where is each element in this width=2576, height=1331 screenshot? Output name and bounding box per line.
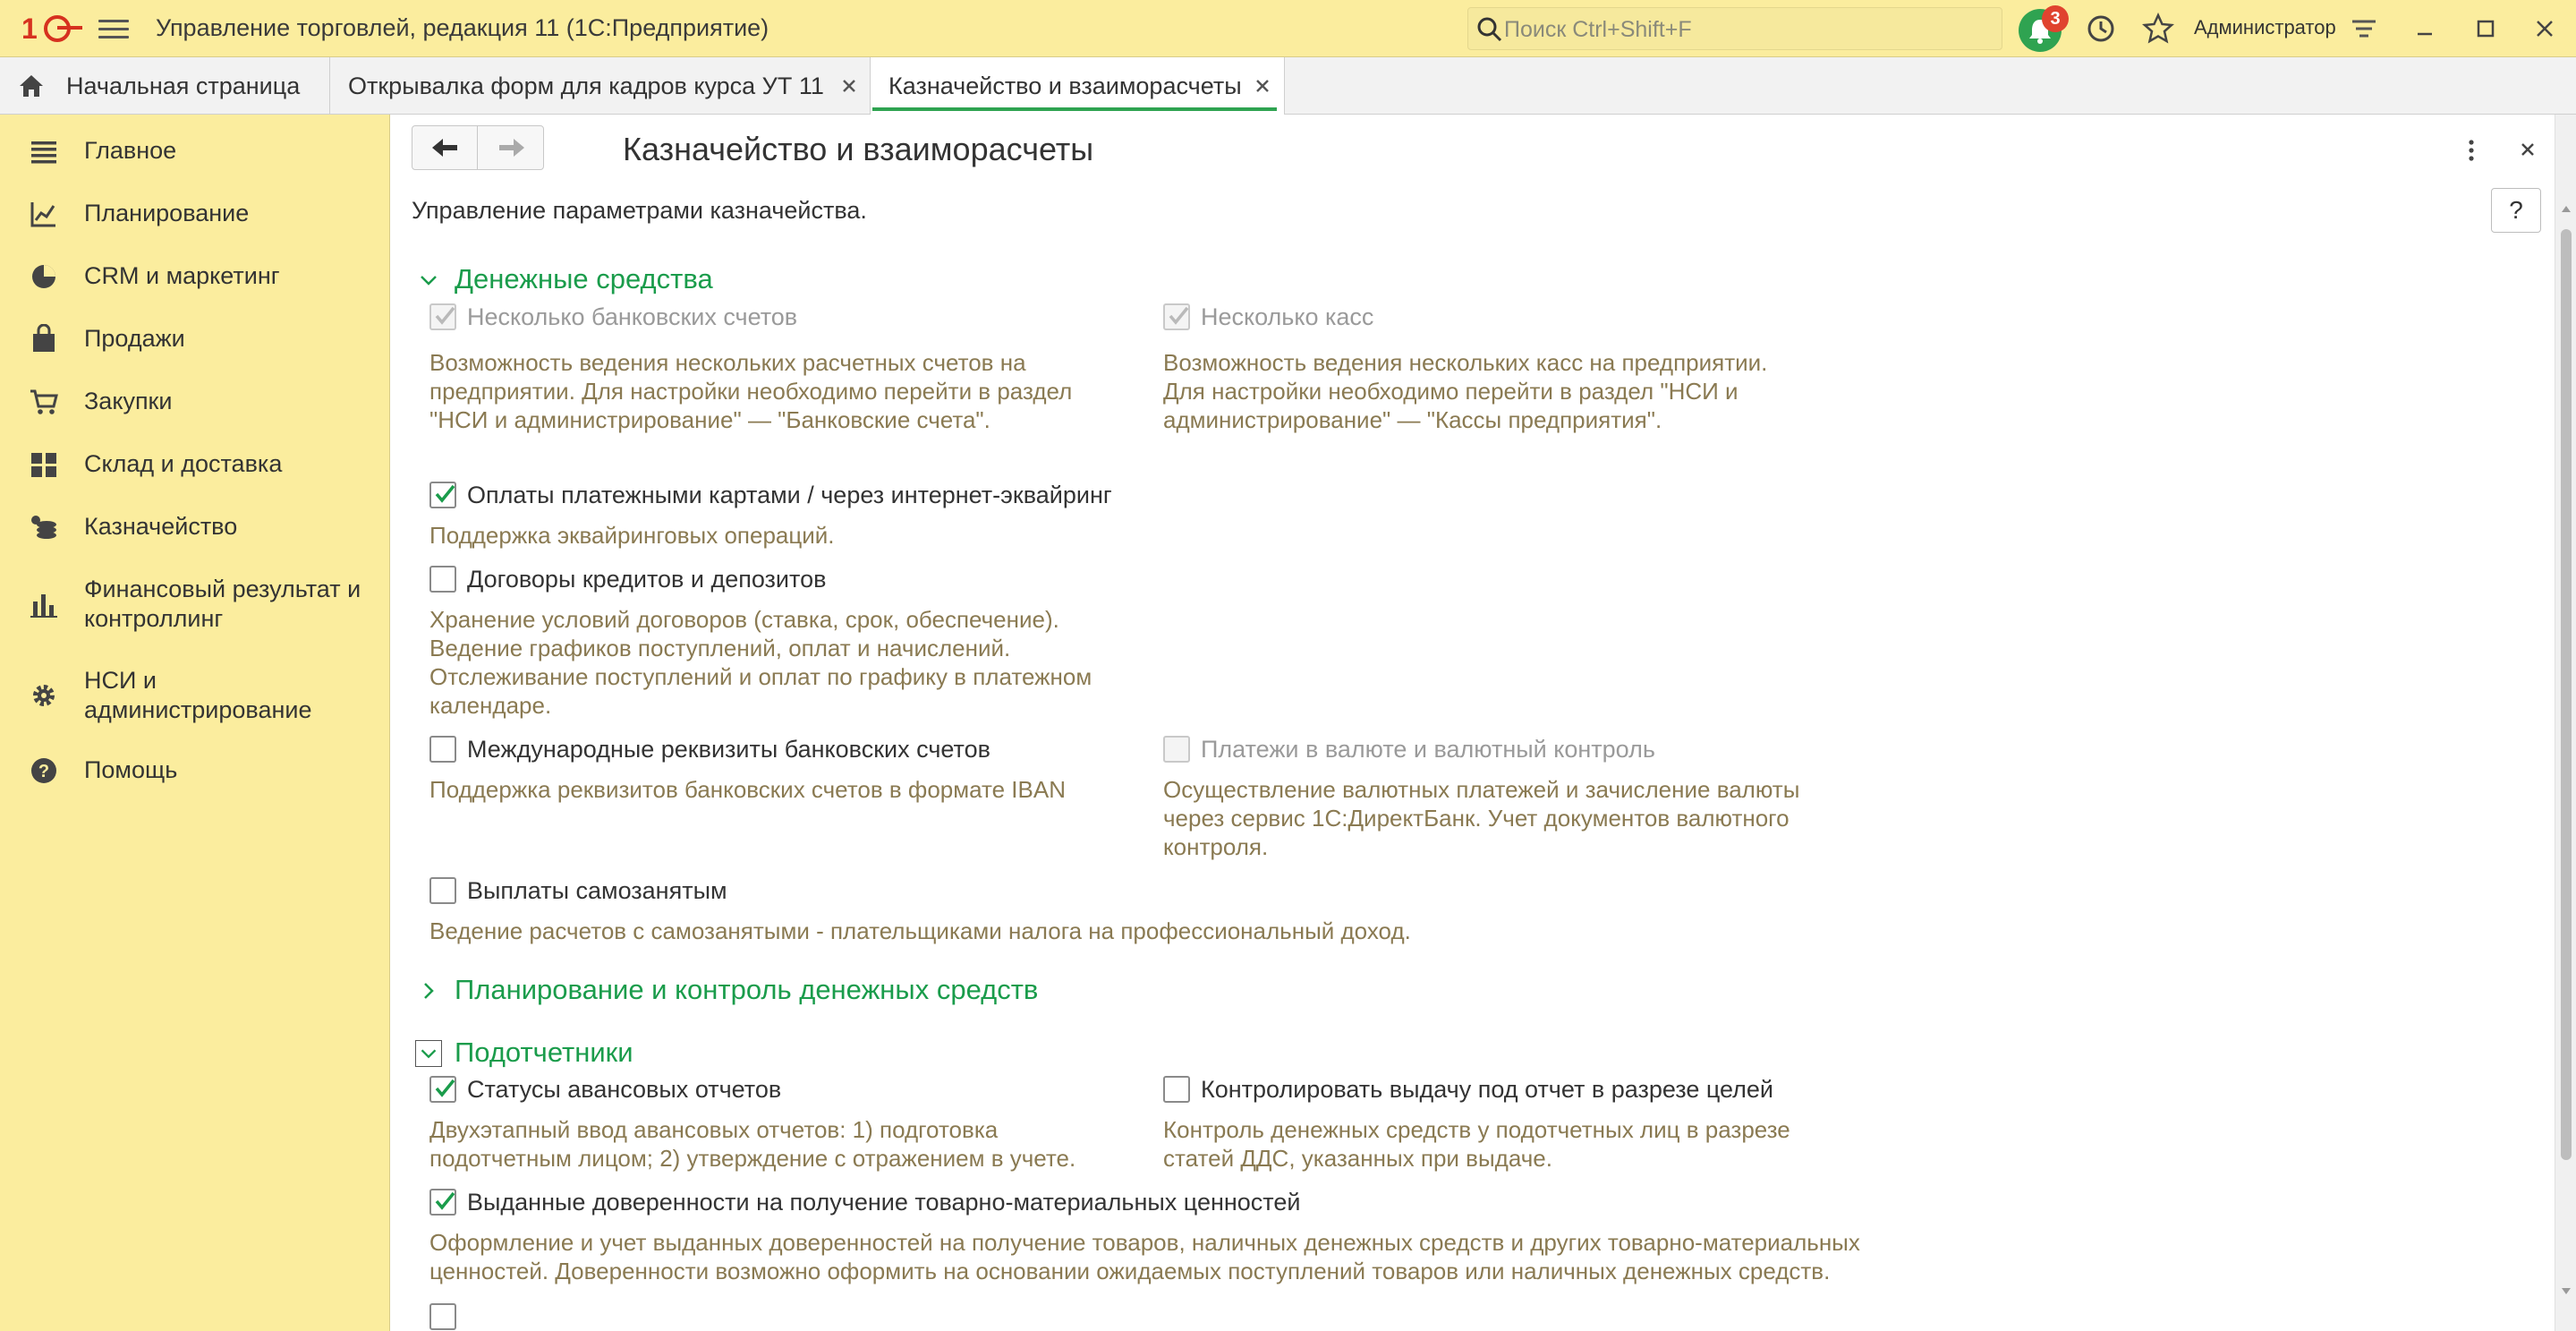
active-tab-indicator (872, 107, 1277, 111)
scroll-up-icon[interactable] (2559, 202, 2573, 217)
chevron-down-icon (417, 269, 440, 292)
bag-icon (29, 324, 59, 354)
option-label: Несколько банковских счетов (467, 303, 798, 330)
sidebar-item-treasury[interactable] (0, 507, 390, 550)
sidebar-item-label: Закупки (84, 388, 173, 414)
sidebar-item-help[interactable] (0, 750, 390, 793)
sidebar-item-warehouse[interactable] (0, 444, 390, 487)
option-desc-line: Для настройки необходимо перейти в раздел "НСИ и (1163, 378, 1739, 405)
option-desc-line: Ведение расчетов с самозанятыми - плательщиками налога на профессиональный доход. (429, 917, 1411, 944)
history-icon[interactable] (2085, 13, 2117, 45)
sidebar-item-main[interactable] (0, 131, 390, 174)
option-desc-line: Поддержка реквизитов банковских счетов в формате IBAN (429, 776, 1066, 803)
help-icon (29, 755, 59, 786)
crm-icon (29, 261, 59, 292)
sidebar-item-admin[interactable] (0, 661, 390, 732)
sidebar-item-label: Планирование (84, 200, 250, 226)
section-title: Планирование и контроль денежных средств (455, 974, 1039, 1005)
multi-cash-checkbox[interactable] (1163, 303, 1190, 330)
cart-icon (29, 387, 59, 417)
maximize-icon[interactable] (2470, 13, 2502, 45)
navigation-buttons (412, 125, 544, 170)
back-button[interactable] (412, 126, 478, 169)
form-description: Управление параметрами казначейства. (412, 197, 867, 224)
option-label: Оплаты платежными картами / через интернет-эквайринг (467, 482, 1112, 508)
checkmark-icon (432, 1073, 457, 1102)
warehouse-icon (29, 449, 59, 480)
search-placeholder: Поиск Ctrl+Shift+F (1504, 17, 1692, 42)
checkmark-icon (432, 479, 457, 508)
option-desc-line: Ведение графиков поступлений, оплат и начислений. (429, 635, 1011, 661)
option-desc-line: Оформление и учет выданных доверенностей на получение товаров, наличных денежных средств и других товарно-материальных (429, 1229, 1860, 1256)
option-label: Несколько касс (1201, 303, 1374, 330)
home-icon (18, 73, 45, 98)
app-title: Управление торговлей, редакция 11 (1С:Предприятие) (156, 14, 769, 41)
option-desc-line: Контроль денежных средств у подотчетных лиц в разрезе (1163, 1116, 1790, 1143)
user-name[interactable]: Администратор (2194, 16, 2336, 38)
option-desc-line: предприятии. Для настройки необходимо перейти в раздел (429, 378, 1073, 405)
scroll-down-icon[interactable] (2559, 1284, 2573, 1298)
arrow-right-icon (479, 126, 544, 169)
option-label: Международные реквизиты банковских счетов (467, 736, 990, 763)
arrow-left-icon (412, 126, 478, 169)
sidebar-item-label: Склад и доставка (84, 450, 283, 477)
option-desc-line: Отслеживание поступлений и оплат по графику в платежном (429, 663, 1092, 690)
close-icon[interactable] (1252, 75, 1273, 97)
forward-button[interactable] (479, 126, 544, 169)
window-close-icon[interactable] (2529, 13, 2561, 45)
list-icon (29, 136, 59, 166)
sidebar-item-label: Финансовый результат и контроллинг (84, 576, 361, 632)
option-desc-line: Осуществление валютных платежей и зачисление валюты (1163, 776, 1800, 803)
close-icon[interactable] (838, 75, 860, 97)
search-icon (1475, 15, 1504, 44)
1c-logo-icon[interactable] (21, 13, 84, 45)
sidebar-item-label: Продажи (84, 325, 185, 352)
sidebar-item-label: Казначейство (84, 513, 238, 540)
checkmark-icon (432, 1186, 457, 1215)
option-desc-line: календаре. (429, 692, 552, 719)
option-desc-line: контроля. (1163, 833, 1269, 860)
scroll-thumb[interactable] (2561, 229, 2572, 1160)
option-label: Выплаты самозанятым (467, 877, 727, 904)
section-money-toggle[interactable] (417, 263, 954, 299)
title-bar (0, 0, 2576, 57)
option-label: Контролировать выдачу под отчет в разрезе целей (1201, 1076, 1773, 1103)
option-desc-line: статей ДДС, указанных при выдаче. (1163, 1145, 1552, 1172)
more-options-icon[interactable] (2461, 134, 2482, 166)
page-title: Казначейство и взаиморасчеты (623, 131, 1094, 167)
section-accountable-toggle[interactable] (417, 1037, 954, 1072)
section-title: Подотчетники (455, 1037, 633, 1068)
tab-treasury[interactable] (871, 57, 1285, 115)
bar-chart-icon (29, 589, 59, 619)
star-icon[interactable] (2142, 13, 2174, 45)
option-label: Платежи в валюте и валютный контроль (1201, 736, 1655, 763)
tab-label: Открывалка форм для кадров курса УТ 11 (348, 72, 824, 99)
option-desc-line: через сервис 1С:ДиректБанк. Учет документов валютного (1163, 805, 1790, 832)
vertical-scrollbar[interactable] (2555, 115, 2576, 1331)
option-desc-line: Возможность ведения нескольких касс на предприятии. (1163, 349, 1768, 376)
search-input[interactable] (1467, 7, 2002, 50)
option-desc-line: Поддержка эквайринговых операций. (429, 522, 835, 549)
sidebar-item-label: Главное (84, 137, 177, 164)
sidebar-item-purchases[interactable] (0, 381, 390, 424)
tab-label: Начальная страница (66, 72, 301, 99)
option-label: Выданные доверенности на получение товарно-материальных ценностей (467, 1189, 1301, 1216)
option-desc-line: Хранение условий договоров (ставка, срок, обеспечение). (429, 606, 1059, 633)
sidebar-item-finance[interactable] (0, 569, 390, 641)
main-menu-icon[interactable] (98, 16, 129, 41)
svg-text:1: 1 (21, 13, 38, 45)
checkmark-icon (1166, 301, 1191, 329)
option-desc-line: Двухэтапный ввод авансовых отчетов: 1) подготовка (429, 1116, 999, 1143)
chevron-right-icon (417, 979, 440, 1003)
checkmark-icon (432, 301, 457, 329)
sidebar-item-sales[interactable] (0, 319, 390, 362)
sidebar-item-label: CRM и маркетинг (84, 262, 280, 289)
sidebar-item-crm[interactable] (0, 256, 390, 299)
option-desc-line: подотчетным лицом; 2) утверждение с отражением в учете. (429, 1145, 1076, 1172)
sidebar-item-planning[interactable] (0, 193, 390, 236)
notification-badge: 3 (2042, 5, 2069, 32)
coins-icon (29, 512, 59, 542)
option-desc-line: "НСИ и администрирование" — "Банковские счета". (429, 406, 990, 433)
section-planning-toggle[interactable] (417, 974, 1133, 1010)
card-payments-checkbox[interactable] (429, 482, 456, 508)
option-desc-line: ценностей. Доверенности возможно оформить на основании ожидаемых поступлений товаров или наличных денежных средств. (429, 1258, 1831, 1284)
close-form-icon[interactable] (2512, 134, 2543, 165)
svg-text:?: ? (38, 762, 50, 781)
option-desc-line: Возможность ведения нескольких расчетных счетов на (429, 349, 1026, 376)
option-desc-line: администрирование" — "Кассы предприятия". (1163, 406, 1662, 433)
minimize-icon[interactable] (2409, 13, 2441, 45)
self-employed-checkbox[interactable] (429, 877, 456, 904)
notifications-button[interactable] (2019, 5, 2063, 52)
planning-icon (29, 199, 59, 229)
gear-icon (29, 680, 59, 711)
section-title: Денежные средства (455, 263, 713, 294)
currency-control-checkbox[interactable] (1163, 736, 1190, 763)
chevron-down-icon (415, 1040, 442, 1067)
option-label: Статусы авансовых отчетов (467, 1076, 782, 1103)
multi-bank-checkbox[interactable] (429, 303, 456, 330)
sidebar (0, 115, 390, 1331)
option-label: Договоры кредитов и депозитов (467, 566, 827, 593)
advance-statuses-checkbox[interactable] (429, 1076, 456, 1103)
intl-details-checkbox[interactable] (429, 736, 456, 763)
sidebar-item-label: Помощь (84, 756, 178, 783)
tab-home[interactable] (0, 57, 330, 115)
help-button[interactable]: ? (2491, 188, 2541, 233)
tab-label: Казначейство и взаиморасчеты (888, 72, 1242, 99)
credit-contracts-checkbox[interactable] (429, 566, 456, 593)
sidebar-item-label: НСИ и администрирование (84, 667, 312, 723)
settings-menu-icon[interactable] (2348, 13, 2380, 45)
tabs-bar (0, 57, 2576, 115)
powers-of-attorney-checkbox[interactable] (429, 1189, 456, 1216)
tab-forms-opener[interactable] (330, 57, 871, 115)
control-purposes-checkbox[interactable] (1163, 1076, 1190, 1103)
next-option-checkbox[interactable] (429, 1303, 456, 1330)
